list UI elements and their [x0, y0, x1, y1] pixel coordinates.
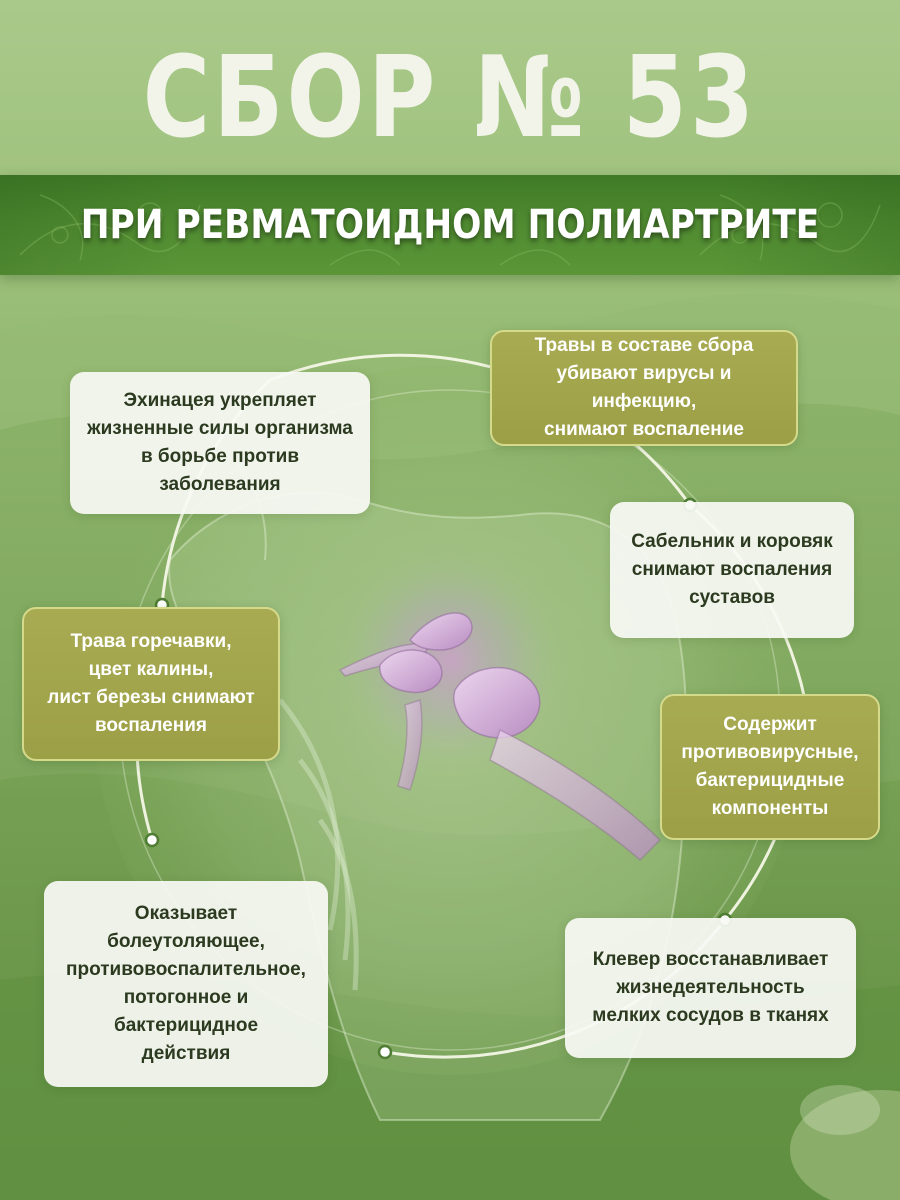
card-antiviral-text: Содержит противовирусные, бактерицидные компоненты: [681, 714, 859, 819]
card-clover-text: Клевер восстанавливает жизнедеятельность мелких сосудов в тканях: [592, 949, 829, 1026]
card-herbs-text: Травы в составе сбора убивают вирусы и инфекцию, снимают воспаление: [534, 335, 754, 440]
card-effects: [44, 881, 328, 1087]
card-sabelnik: [610, 502, 854, 638]
card-herbs: [490, 330, 798, 446]
card-clover: [565, 918, 856, 1058]
page-subtitle: ПРИ РЕВМАТОИДНОМ ПОЛИАРТРИТЕ: [80, 202, 820, 248]
card-echinacea: [70, 372, 370, 514]
card-gentian-text: Трава горечавки, цвет калины, лист березы снимают воспаления: [47, 631, 255, 736]
card-sabelnik-text: Сабельник и коровяк снимают воспаления суставов: [631, 531, 833, 608]
card-echinacea-text: Эхинацея укрепляет жизненные силы организма в борьбе против заболевания: [87, 390, 353, 495]
page-title: СБОР № 53: [142, 33, 758, 163]
card-effects-text: Оказывает болеутоляющее, противовоспалительное, потогонное и бактерицидное действия: [66, 903, 306, 1064]
card-gentian: [22, 607, 280, 761]
card-antiviral: [660, 694, 880, 840]
